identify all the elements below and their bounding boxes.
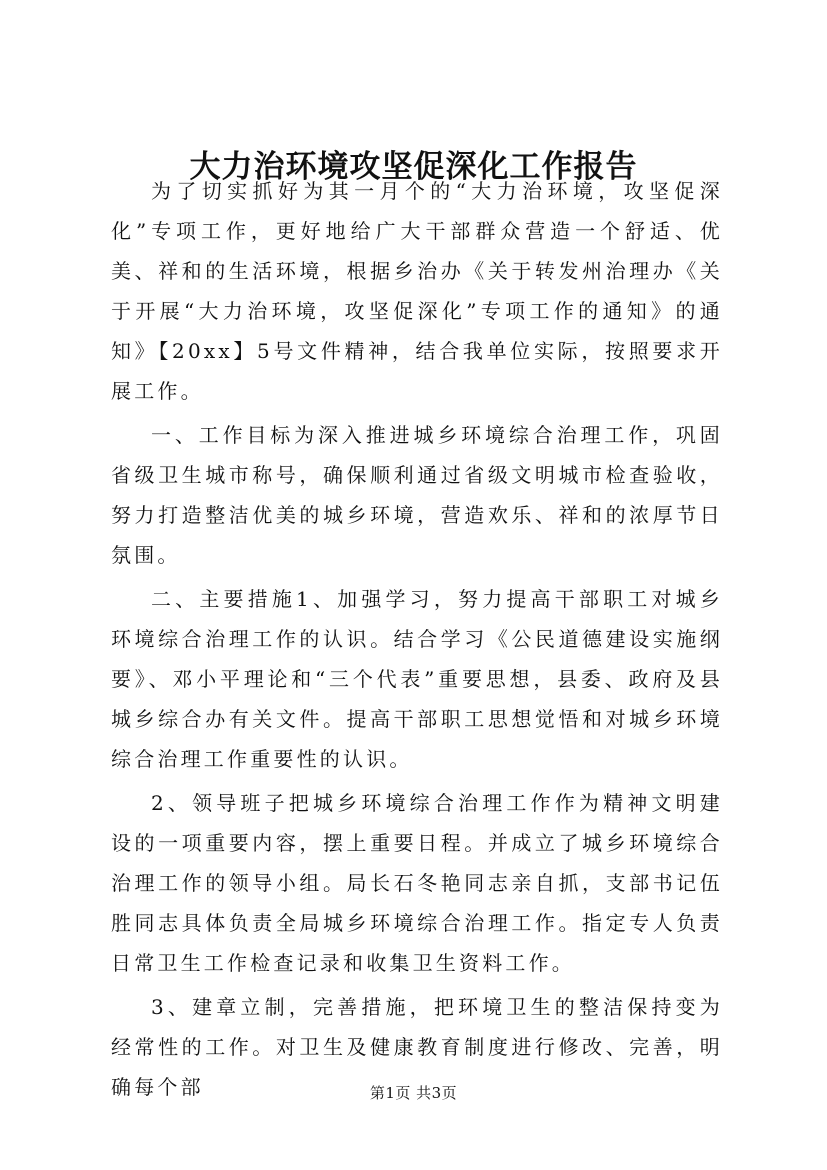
paragraph-regulations: 3、建章立制，完善措施，把环境卫生的整洁保持变为经常性的工作。对卫生及健康教育制度进行修改、完善，明确每个部 xyxy=(111,995,723,1099)
paragraph-main-measures: 二、主要措施1、加强学习，努力提高干部职工对城乡环境综合治理工作的认识。结合学习《公民道德建设实施纲要》、邓小平理论和“三个代表”重要思想，县委、政府及县城乡综合办有关文件。提高干部职工思想觉悟和对城乡环境综合治理工作重要性的认识。 xyxy=(111,587,723,771)
paragraph-work-goal: 一、工作目标为深入推进城乡环境综合治理工作，巩固省级卫生城市称号，确保顺利通过省级文明城市检查验收，努力打造整洁优美的城乡环境，营造欢乐、祥和的浓厚节日氛围。 xyxy=(111,423,723,567)
paragraph-intro: 为了切实抓好为其一月个的“大力治环境，攻坚促深化”专项工作，更好地给广大干部群众营造一个舒适、优美、祥和的生活环境，根据乡治办《关于转发州治理办《关于开展“大力治环境，攻坚促深化”专项工作的通知》的通知》【20xx】5号文件精神，结合我单位实际，按照要求开展工作。 xyxy=(111,179,723,403)
document-body xyxy=(111,171,723,1107)
page-number-footer: 第1页 共3页 xyxy=(369,1084,458,1102)
paragraph-leadership: 2、领导班子把城乡环境综合治理工作作为精神文明建设的一项重要内容，摆上重要日程。并成立了城乡环境综合治理工作的领导小组。局长石冬艳同志亲自抓，支部书记伍胜同志具体负责全局城乡环境综合治理工作。指定专人负责日常卫生工作检查记录和收集卫生资料工作。 xyxy=(111,791,723,975)
document-title: 大力治环境攻坚促深化工作报告 xyxy=(189,149,638,185)
